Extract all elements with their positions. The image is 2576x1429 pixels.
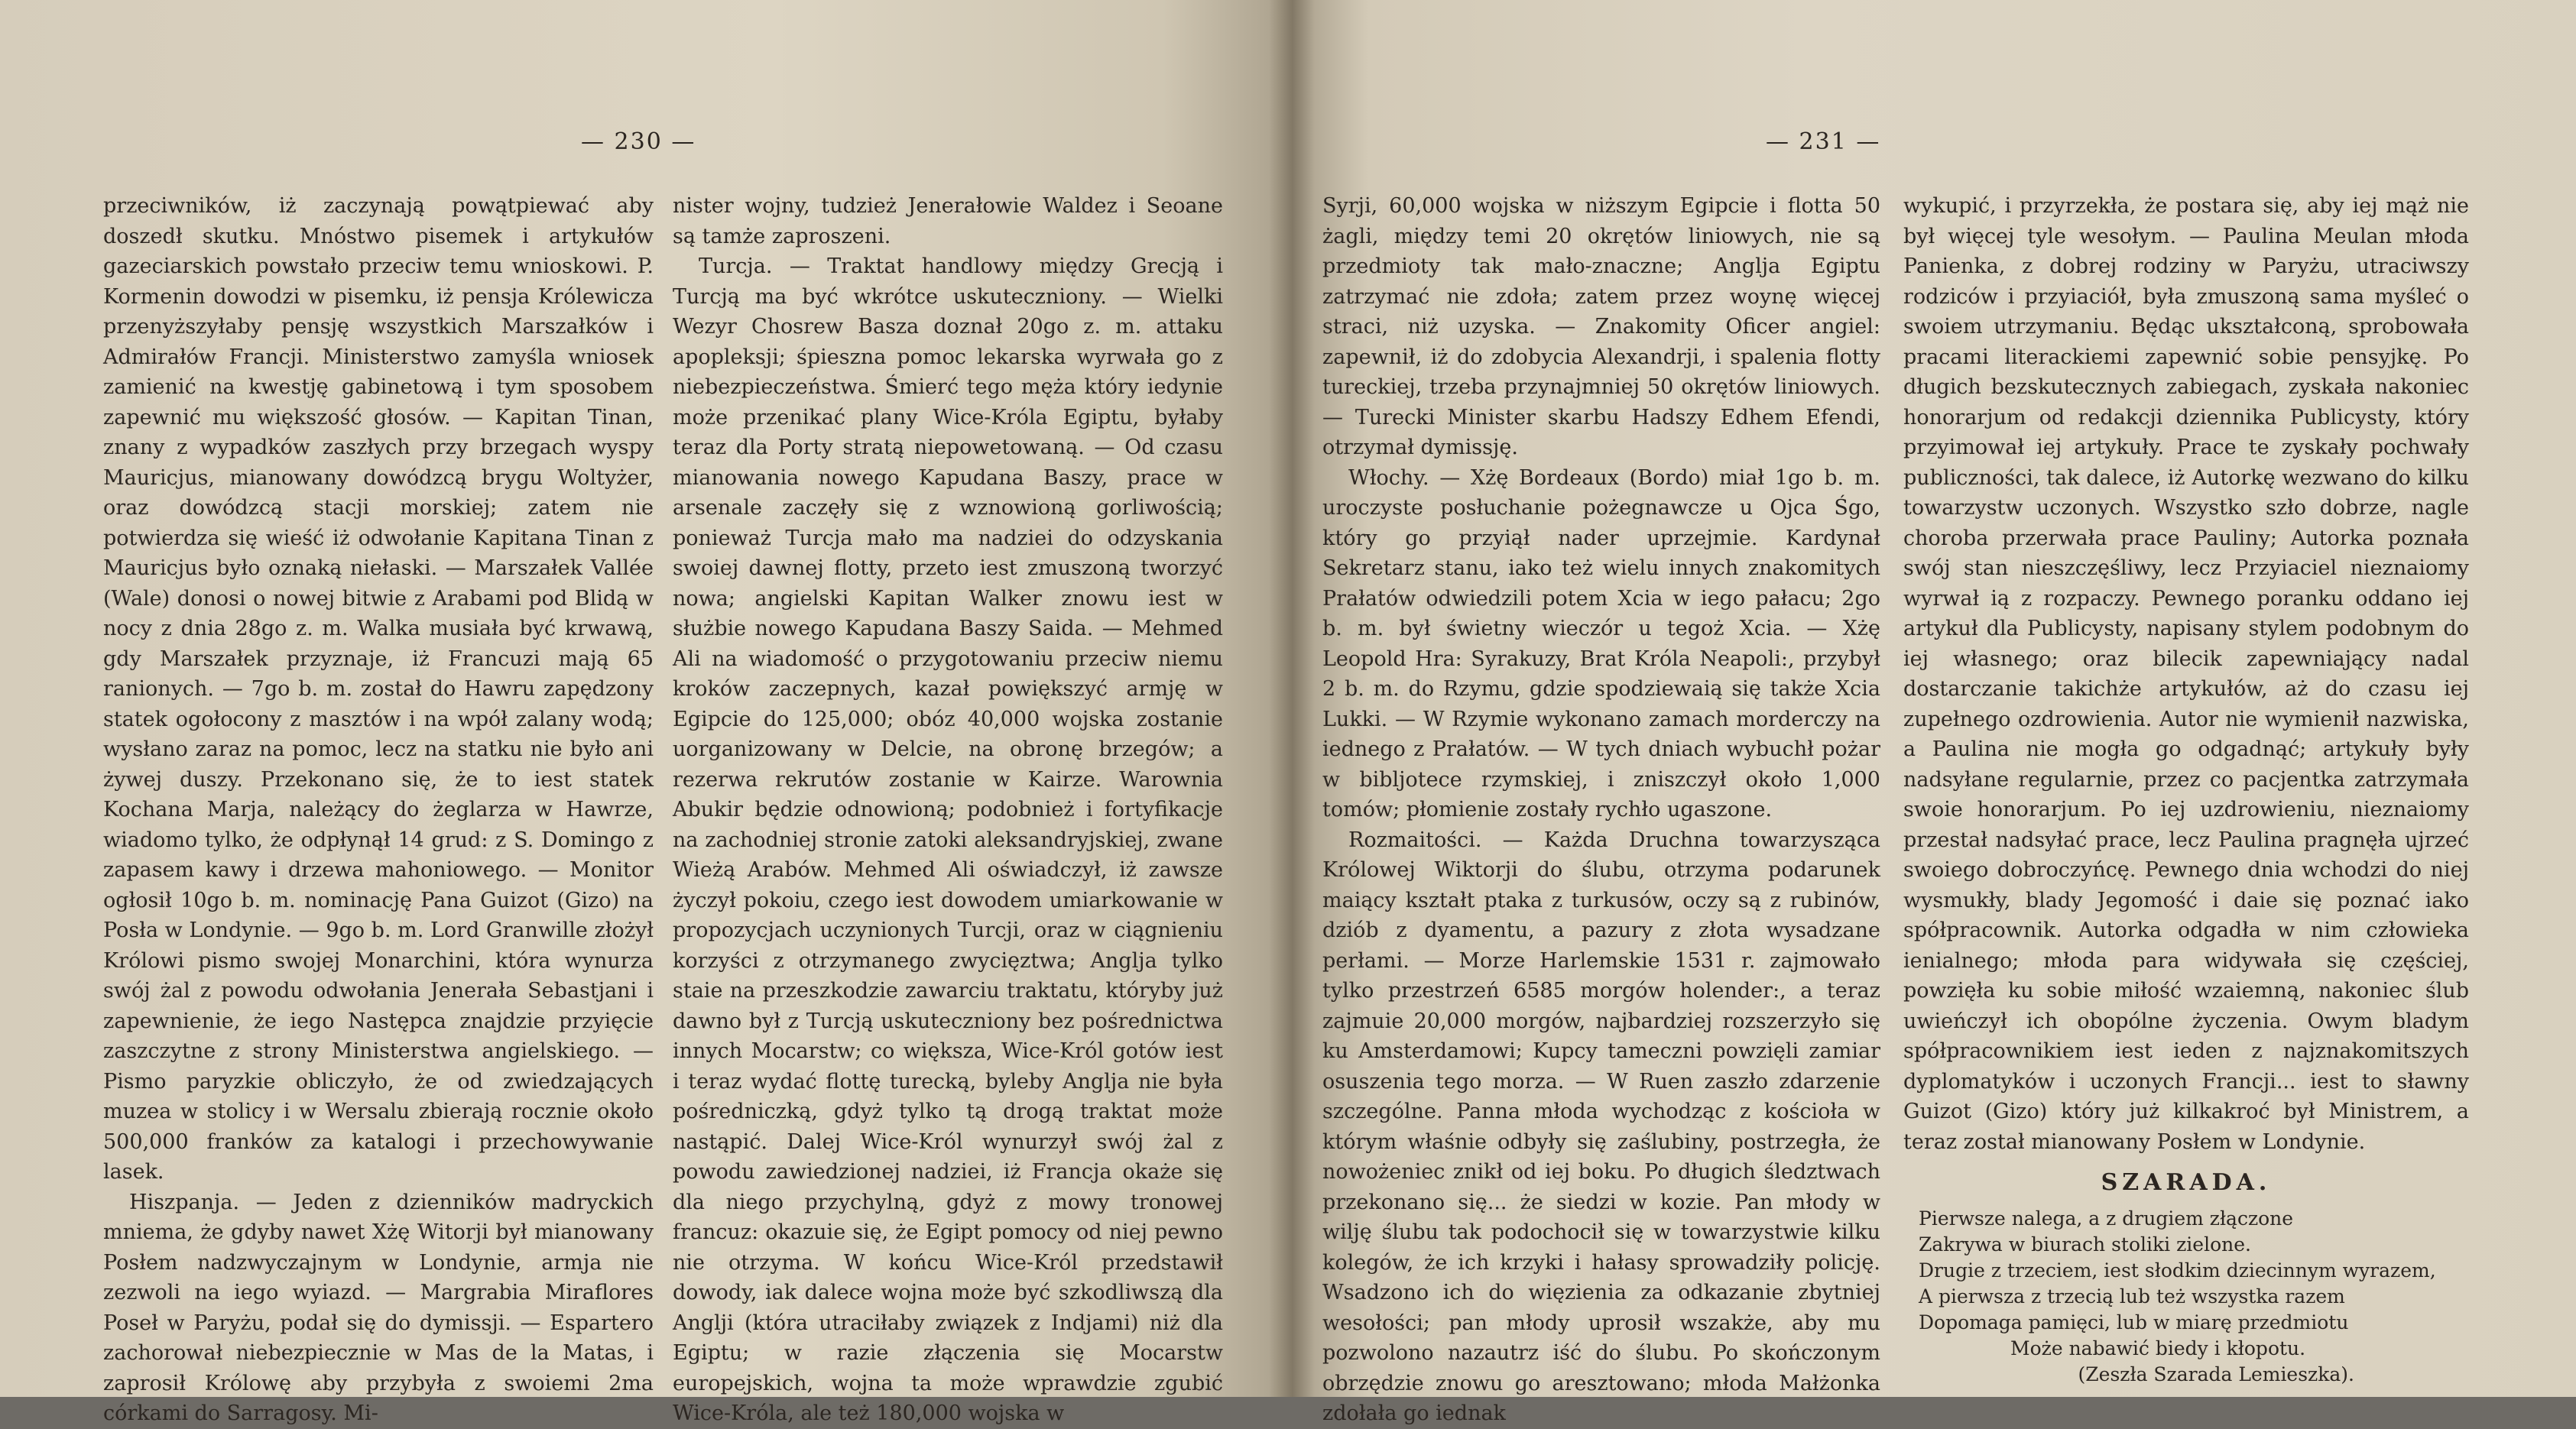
text-column-1 bbox=[1322, 191, 1880, 1429]
verse-line: A pierwsza z trzecią lub też wszystka razem bbox=[1919, 1285, 2345, 1307]
right-page bbox=[1292, 0, 2576, 1425]
verse-line: Pierwsze nalega, a z drugiem złączone bbox=[1919, 1207, 2294, 1230]
text-column-2 bbox=[1903, 191, 2469, 1388]
paragraph: Syrji, 60,000 wojska w niższym Egipcie i flotta 50 żagli, między temi 20 okrętów liniowych, nie są przedmioty tak mało-znaczne; Anglja Egiptu zatrzymać nie zdoła; zatem przez woynę więcej straci, niż uzyska. — Znakomity Oficer angiel: zapewnił, iż do zdobycia Alexandrji, i spalenia flotty tureckiej, trzeba przynajmniej 50 okrętów liniowych. — Turecki Minister skarbu Hadszy Edhem Efendi, otrzymał dymissję. bbox=[1322, 194, 1880, 459]
page-number: — 231 — bbox=[1766, 128, 1881, 155]
verse-line: Zakrywa w biurach stoliki zielone. bbox=[1919, 1233, 2251, 1256]
verse-line: Dopomaga pamięci, lub w miarę przedmiotu bbox=[1919, 1311, 2349, 1333]
book-gutter bbox=[1269, 0, 1315, 1397]
text-column-1 bbox=[103, 191, 654, 1429]
paragraph: Hiszpanja. — Jeden z dzienników madryckich mniema, że gdyby nawet Xżę Witorji był mianowany Posłem nadzwyczajnym w Londynie, armja nie zezwoli na iego wyiazd. — Margrabia Miraflores Poseł w Paryżu, podał się do dymissji. — Espartero zachorował niebezpiecznie w Mas de la Matas, i zaprosił Królowę aby przybyła z swoiemi 2ma córkami do Sarragosy. Mi- bbox=[103, 1190, 654, 1425]
szarada-verse bbox=[1903, 1206, 2469, 1388]
text-column-2 bbox=[673, 191, 1223, 1429]
paragraph: przeciwników, iż zaczynają powątpiewać aby doszedł skutku. Mnóstwo pisemek i artykułów gazeciarskich powstało przeciw temu wnioskowi. P. Kormenin dowodzi w pisemku, iż pensja Królewicza przenyższyłaby pensję wszystkich Marszałków i Admirałów Francji. Ministerstwo zamyśla wniosek zamienić na kwestję gabinetową i tym sposobem zapewnić mu większość głosów. — Kapitan Tinan, znany z wypadków zaszłych przy brzegach wyspy Mauricjus, mianowany dowódzcą brygu Woltyżer, oraz dowódzcą stacji morskiej; zatem nie potwierdza się wieść iż odwołanie Kapitana Tinan z Mauricjus było oznaką niełaski. — Marszałek Vallée (Wale) donosi o nowej bitwie z Arabami pod Blidą w nocy z dnia 28go z. m. Walka musiała być krwawą, gdy Marszałek przyznaje, iż Francuzi mają 65 ranionych. — 7go b. m. został do Hawru zapędzony statek ogołocony z masztów i na wpół zalany wodą; wysłano zaraz na pomoc, lecz na statku nie było ani żywej duszy. Przekonano się, że to iest statek Kochana Marja, należący do żeglarza w Hawrze, wiadomo tylko, że odpłynął 14 grud: z S. Domingo z zapasem kawy i drzewa mahoniowego. — Monitor ogłosił 10go b. m. nominację Pana Guizot (Gizo) na Posła w Londynie. — 9go b. m. Lord Granwille złożył Królowi pismo swojej Monarchini, która wynurza swój żal z powodu odwołania Jenerała Sebastjani i zapewnienie, że iego Następca znajdzie przyięcie zaszczytne z strony Ministerstwa angielskiego. — Pismo paryzkie obliczyło, że od zwiedzających muzea w stolicy i w Wersalu zbierają rocznie około 500,000 franków za katalogi i przechowywanie lasek. bbox=[103, 194, 654, 1184]
paragraph: wykupić, i przyrzekła, że postara się, aby iej mąż nie był więcej tyle wesołym. — Paulina Meulan młoda Panienka, z dobrej rodziny w Paryżu, utraciwszy rodziców i przyiaciół, była zmuszoną sama myśleć o swoiem utrzymaniu. Będąc ukształconą, sprobowała pracami literackiemi zapewnić sobie pensyjkę. Po długich bezskutecznych zabiegach, zyskała nakoniec honorarjum od redakcji dziennika Publicysty, który przyimował iej artykuły. Prace te zyskały pochwały publiczności, tak dalece, iż Autorkę wezwano do kilku towarzystw uczonych. Wszystko szło dobrze, nagle choroba przerwała prace Pauliny; Autorka poznała swój stan nieszczęśliwy, lecz Przyiaciel nieznaiomy wyrwał ią z rozpaczy. Pewnego poranku oddano iej artykuł dla Publicysty, napisany stylem podobnym do iej własnego; oraz bilecik zapewniający nadal dostarczanie takichże artykułów, aż do czasu iej zupełnego ozdrowienia. Autor nie wymienił nazwiska, a Paulina nie mogła go odgadnąć; artykuły były nadsyłane regularnie, przez co pacjentka zatrzymała swoie honorarjum. Po iej uzdrowieniu, nieznaiomy przestał nadsyłać prace, lecz Paulina pragnęła ujrzeć swoiego dobroczyńcę. Pewnego dnia wchodzi do niej wysmukły, blady Jegomość i daie się poznać iako spółpracownik. Autorka odgadła w nim człowieka ienialnego; młoda para widywała się częściej, powzięła ku sobie miłość wzaiemną, nakoniec ślub uwieńczył ich obopólne życzenia. Owym bladym spółpracownikiem iest ieden z najznakomitszych dyplomatyków i uczonych Francji... iest to sławny Guizot (Gizo) który już kilkakroć był Ministrem, a teraz został mianowany Posłem w Londynie. bbox=[1903, 194, 2469, 1154]
szarada-title: SZARADA. bbox=[2101, 1169, 2272, 1196]
verse-line: Drugie z trzeciem, iest słodkim dziecinnym wyrazem, bbox=[1919, 1259, 2436, 1282]
szarada-signature: (Zeszła Szarada Lemieszka). bbox=[2078, 1363, 2354, 1385]
paragraph: Rozmaitości. — Każda Druchna towarzysząca Królowej Wiktorji do ślubu, otrzyma podarunek maiący kształt ptaka z turkusów, oczy są z rubinów, dziób z dyamentu, a pazury z złota wysadzane perłami. — Morze Harlemskie 1531 r. zajmowało tylko przestrzeń 6585 morgów holender:, a teraz zajmuie 20,000 morgów, najbardziej rozszerzyło się ku Amsterdamowi; Kupcy tameczni powzięli zamiar osuszenia tego morza. — W Ruen zaszło zdarzenie szczególne. Panna młoda wychodząc z kościoła w którym właśnie odbyły się zaślubiny, postrzegła, że nowożeniec znikł od iej boku. Po długich śledztwach przekonano się... że siedzi w kozie. Pan młody w wilję ślubu tak podochocił się w towarzystwie kilku kolegów, że ich krzyki i hałasy sprowadziły policję. Wsadzono ich do więzienia za odkazanie zbytniej wesołości; pan młody uprosił wszakże, aby mu pozwolono nazautrz iść do ślubu. Po skończonym obrzędzie znowu go aresztowano; młoda Małżonka zdołała go iednak bbox=[1322, 828, 1880, 1425]
paragraph: nister wojny, tudzież Jenerałowie Waldez i Seoane są tamże zaproszeni. bbox=[673, 194, 1223, 248]
page-number: — 230 — bbox=[581, 128, 696, 155]
paragraph: Włochy. — Xżę Bordeaux (Bordo) miał 1go b. m. uroczyste posłuchanie pożegnawcze u Ojca Śgo, który go przyiął nader uprzejmie. Kardynał Sekretarz stanu, iako też wielu innych znakomitych Prałatów odwiedzili potem Xcia w iego pałacu; 2go b. m. był świetny wieczór u tegoż Xcia. — Xżę Leopold Hra: Syrakuzy, Brat Króla Neapoli:, przybył 2 b. m. do Rzymu, gdzie spodziewaią się także Xcia Lukki. — W Rzymie wykonano zamach morderczy na iednego z Prałatów. — W tych dniach wybuchł pożar w bibljotece rzymskiej, i zniszczył około 1,000 tomów; płomienie zostały rychło ugaszone. bbox=[1322, 465, 1880, 821]
paragraph: Turcja. — Traktat handlowy między Grecją i Turcją ma być wkrótce uskuteczniony. — Wielki Wezyr Chosrew Basza doznał 20go z. m. attaku apopleksji; śpieszna pomoc lekarska wyrwała go z niebezpieczeństwa. Śmierć tego męża który iedynie może przenikać plany Wice-Króla Egiptu, byłaby teraz dla Porty stratą niepowetowaną. — Od czasu mianowania nowego Kapudana Baszy, prace w arsenale zaczęły się z wznowioną gorliwością; ponieważ Turcja mało ma nadziei do odzyskania swoiej dawnej flotty, przeto iest zmuszoną tworzyć nowa; angielski Kapitan Walker znowu iest w służbie nowego Kapudana Baszy Saida. — Mehmed Ali na wiadomość o przygotowaniu przeciw niemu kroków zaczepnych, kazał powiększyć armję w Egipcie do 125,000; obóz 40,000 wojska zostanie uorganizowany w Delcie, na obronę brzegów; a rezerwa rekrutów zostanie w Kairze. Warownia Abukir będzie odnowioną; podobnież i fortyfikacje na zachodniej stronie zatoki aleksandryjskiej, zwane Wieżą Arabów. Mehmed Ali oświadczył, iż zawsze życzył pokoiu, czego iest dowodem umiarkowanie w propozycjach uczynionych Turcji, oraz w ciągnieniu korzyści z otrzymanego zwycięztwa; Anglja tylko staie na przeszkodzie zawarciu traktatu, któryby już dawno był z Turcją uskuteczniony bez pośrednictwa innych Mocarstw; co większa, Wice-Król gotów iest i teraz wydać flottę turecką, byleby Anglja nie była pośredniczką, gdyż tylko tą drogą traktat może nastąpić. Dalej Wice-Król wynurzył swój żal z powodu zawiedzionej nadziei, iż Francja okaże się dla niego przychylną, gdyż z mowy tronowej francuz: okazuie się, że Egipt pomocy od niej pewno nie otrzyma. W końcu Wice-Król przedstawił dowody, iak dalece wojna może być szkodliwszą dla Anglji (która utraciłaby związek z Indjami) niż dla Egiptu; w razie złączenia się Mocarstw europejskich, wojna ta może wprawdzie zgubić Wice-Króla, ale też 180,000 wojska w bbox=[673, 254, 1223, 1425]
verse-line: Może nabawić biedy i kłopotu. bbox=[2010, 1337, 2306, 1359]
